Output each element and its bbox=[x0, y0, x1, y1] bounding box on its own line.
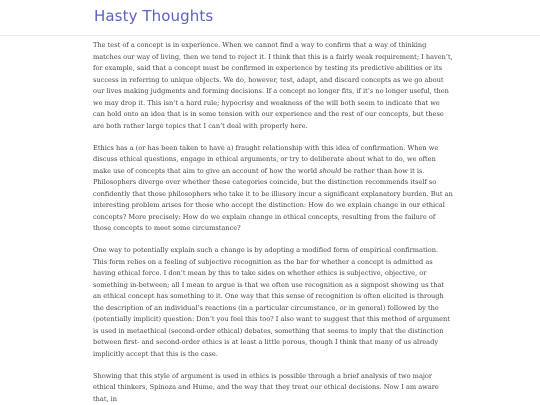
paragraph-4: Showing that this style of argument is used in ethics is possible through a brief analysis of two major ethical thinkers, Spinoza and Hume, and the way that they treat our ethical decisions. Now I am aware that, in bbox=[93, 371, 439, 403]
paragraph-2-emphasis: should bbox=[319, 166, 342, 175]
paragraph-2-text-after: be rather than how it is. Philosophers diverge over whether these categories coincide, but the distinction recommends itself so confidently that those philosophers who take it to be illusory incur a significant explanatory burden. But an interesting problem arises for those who accept the distinction: How do we explain change in our ethical concepts? More precisely: How do we explain change in ethical concepts, resulting from the failure of those concepts to meet some circumstance? bbox=[93, 166, 453, 232]
site-title-link[interactable]: Hasty Thoughts bbox=[94, 7, 214, 25]
paragraph-3: One way to potentially explain such a change is by adopting a modified form of empirical confirmation. This form relies on a feeling of subjective recognition as the bar for whether a concept is admitted as having ethical force. I don’t mean by this to take sides on whether ethics is subjective, objective, or something in-between; all I mean to argue is that we often use recognition as a signpost showing us that an ethical concept has something to it. One way that this sense of recognition is often elicited is through the description of an individual’s reactions (in a particular circumstance, or in general) followed by the (potentially implicit) question: Don’t you feel this too? I also want to suggest that this method of argument is used in metaethical (second-order ethical) debates, something that seems to imply that the distinction between first- and second-order ethics is at least a little porous, though I think that many of us already implicitly accept that this is the case. bbox=[93, 246, 450, 358]
paragraph-2 bbox=[93, 143, 453, 235]
paragraph-1: The test of a concept is in experience. When we cannot find a way to confirm that a way of thinking matches our way of living, then we tend to reject it. I think that this is a fairly weak requirement; I haven’t, for example, said that a concept must be confirmed in experience by testing its predictive abilities or its success in referring to unique objects. We do, however, test, adapt, and discard concepts as we go about our lives making judgments and forming decisions. If a concept no longer fits, if it’s no longer useful, then we may drop it. This isn’t a hard rule; hypocrisy and weakness of the will both seem to indicate that we can hold onto an idea that is in some tension with our experience and the rest of our concepts, but these are both rather large topics that I can’t deal with properly here. bbox=[93, 41, 453, 130]
paragraph-2-text-before: Ethics has a (or has been taken to have a) fraught relationship with this idea of confirmation. When we discuss ethical questions, engage in ethical arguments, or try to deliberate about what to do, we often make use of concepts that aim to give an account of how the world bbox=[93, 143, 439, 175]
article-body bbox=[93, 40, 453, 405]
site-header bbox=[0, 0, 540, 36]
